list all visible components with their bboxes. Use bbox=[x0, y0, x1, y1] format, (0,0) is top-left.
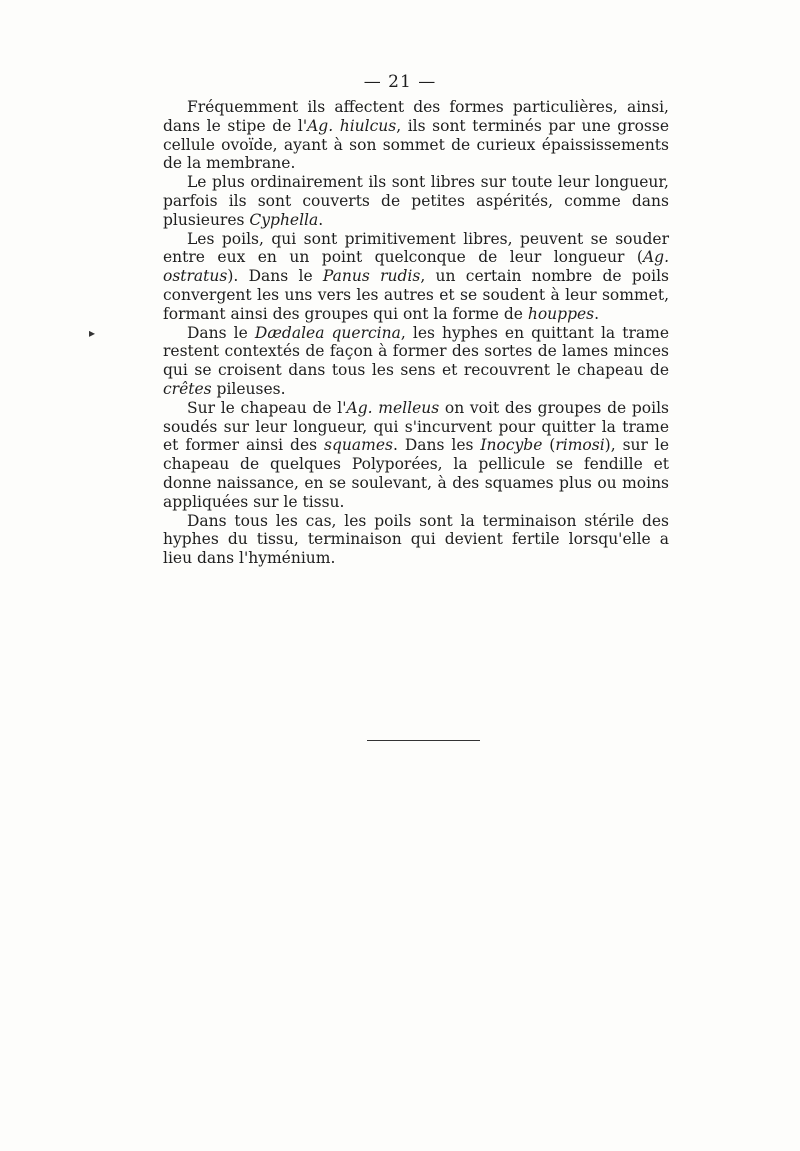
italic-term: houppes bbox=[527, 304, 595, 323]
text-run: Les poils, qui sont primitivement libres, peuvent se souder entre eux en un point quelconque de leur longueur ( bbox=[163, 229, 669, 267]
paragraph bbox=[163, 230, 669, 324]
italic-term: Panus rudis bbox=[322, 267, 421, 286]
paragraph bbox=[163, 173, 669, 229]
text-run: , ils sont terminés par une grosse cellule ovoïde, ayant à son sommet de curieux épaississements de la membrane. bbox=[163, 116, 670, 173]
page-number: — 21 — bbox=[363, 72, 437, 92]
text-run: pileuses. bbox=[211, 379, 286, 398]
text-run: ), sur le chapeau de quelques Polyporées, la pellicule se fendille et donne naissance, en se soulevant, à des squames plus ou moins appliquées sur le tissu. bbox=[163, 436, 669, 511]
paragraph bbox=[163, 98, 669, 173]
italic-term: crêtes bbox=[163, 379, 212, 398]
italic-term: Ag. hiulcus bbox=[307, 116, 397, 135]
paragraph bbox=[163, 324, 669, 399]
text-run: . Dans les bbox=[392, 436, 481, 455]
end-rule bbox=[367, 740, 480, 741]
italic-term: rimosi bbox=[555, 436, 605, 455]
text-run: ). Dans le bbox=[227, 267, 323, 286]
italic-term: Ag. melleus bbox=[346, 398, 440, 417]
paragraph bbox=[163, 399, 669, 512]
text-run: . bbox=[594, 304, 600, 323]
text-run: on voit des groupes de poils soudés sur leur longueur, qui s'incurvent pour quitter la trame et former ainsi des bbox=[163, 398, 669, 455]
text-run: Le plus ordinairement ils sont libres sur toute leur longueur, parfois ils sont couverts de petites aspérités, comme dans plusieures bbox=[163, 173, 669, 229]
text-run: ( bbox=[542, 436, 556, 455]
text-run: Dans tous les cas, les poils sont la terminaison stérile des hyphes du tissu, terminaison qui devient fertile lorsqu'elle a lieu dans l'hyménium. bbox=[163, 511, 669, 568]
italic-term: squames bbox=[324, 436, 393, 455]
italic-term: Inocybe bbox=[480, 436, 543, 455]
margin-mark: ▸ bbox=[89, 326, 96, 340]
text-run: Fréquemment ils affectent des formes particulières, ainsi, dans le stipe de l' bbox=[163, 98, 669, 135]
italic-term: Cyphella bbox=[249, 210, 319, 229]
italic-term: Ag. ostratus bbox=[163, 248, 669, 286]
text-run: Dans le bbox=[187, 323, 255, 342]
text-run: , les hyphes en quittant la trame restent contextés de façon à former des sortes de lames minces qui se croisent dans tous les sens et recouvrent le chapeau de bbox=[163, 323, 670, 380]
body-text bbox=[163, 98, 669, 568]
text-run: , un certain nombre de poils convergent les uns vers les autres et se soudent à leur sommet, formant ainsi des groupes qui ont la forme de bbox=[163, 267, 670, 323]
text-run: . bbox=[318, 210, 324, 229]
italic-term: Dædalea quercina bbox=[254, 323, 401, 342]
text-run: Sur le chapeau de l' bbox=[187, 398, 347, 417]
paragraph bbox=[163, 512, 669, 568]
